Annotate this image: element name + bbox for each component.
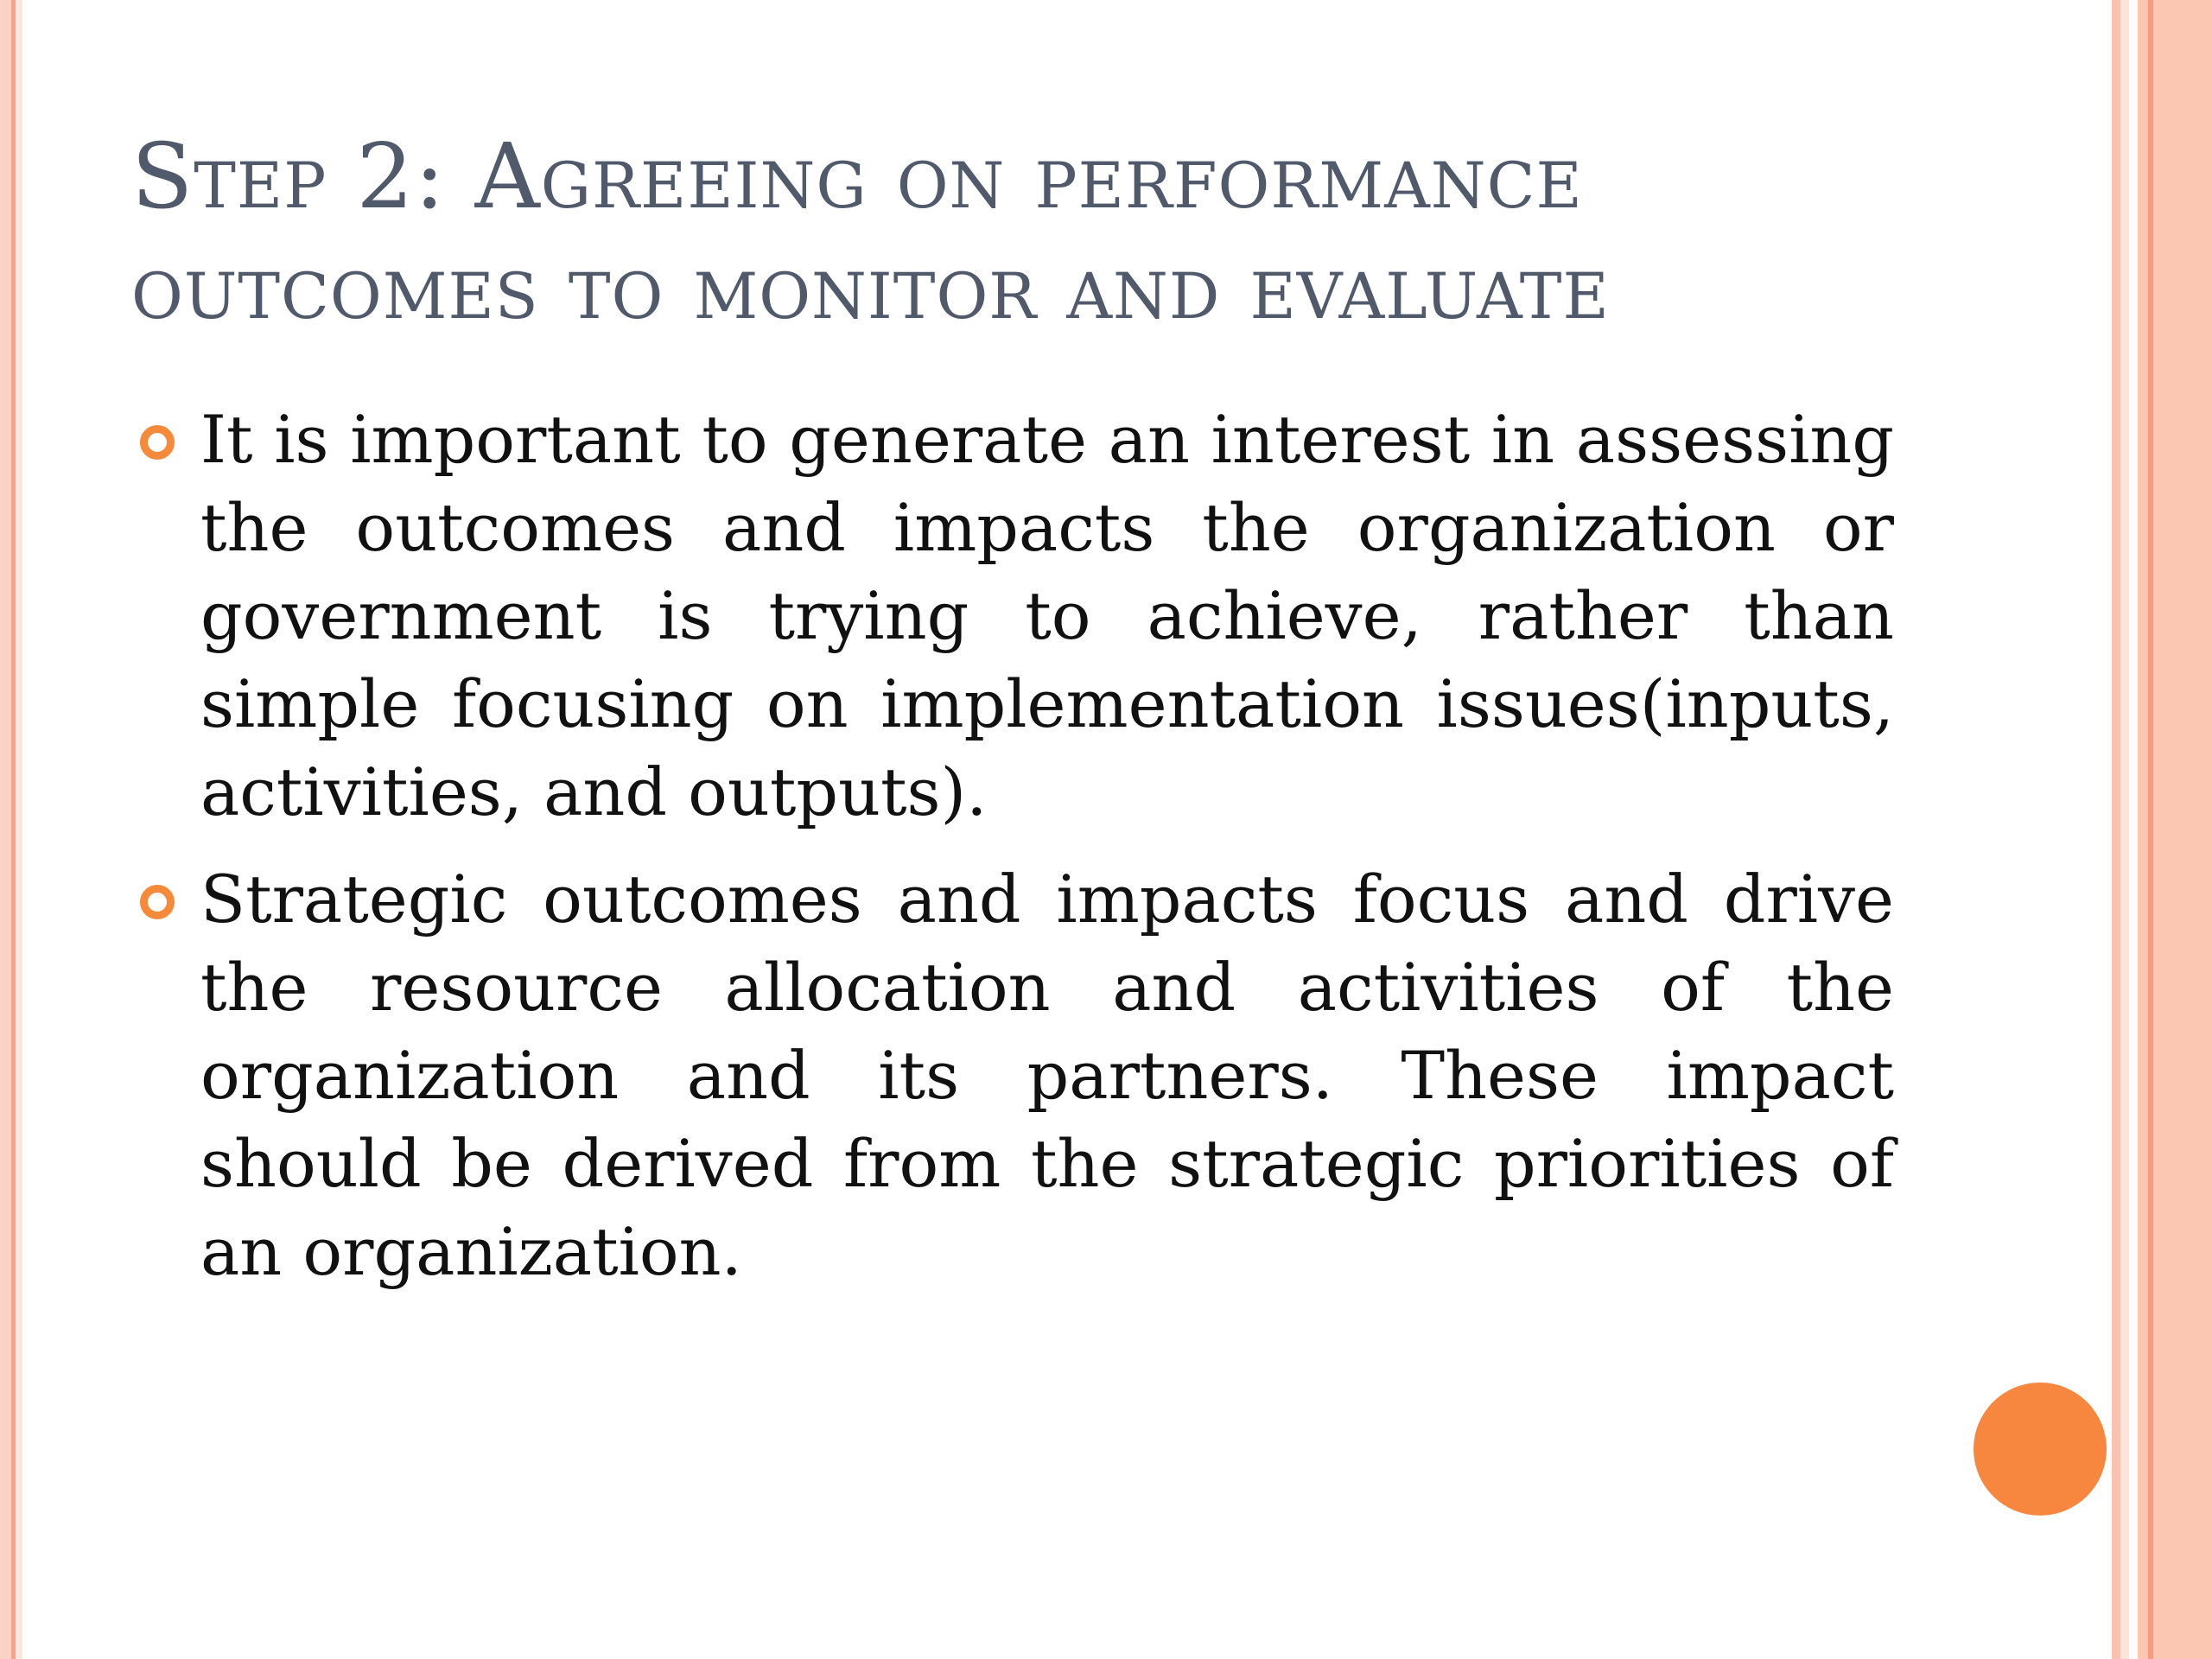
orange-accent-circle xyxy=(1974,1382,2107,1516)
bullet-list xyxy=(131,396,1894,1315)
circle-bullet-icon xyxy=(140,425,175,460)
left-frame-band xyxy=(0,0,11,1659)
bullet-text: It is important to generate an interest in assessing the outcomes and impacts the organization or government is trying to achieve, rather than simple focusing on implementation issues(inputs, activities, and outputs). xyxy=(200,401,1894,830)
left-frame-inner-band xyxy=(16,0,22,1659)
bullet-item xyxy=(131,855,1894,1296)
circle-bullet-icon xyxy=(140,885,175,919)
right-frame-gap xyxy=(2129,0,2138,1659)
slide-title: Step 2: Agreeing on performance outcomes to monitor and evaluate xyxy=(131,124,1610,340)
right-frame-band-3 xyxy=(2138,0,2148,1659)
bullet-item xyxy=(131,396,1894,836)
bullet-text: Strategic outcomes and impacts focus and drive the resource allocation and activities of the organization and its partners. These impact should be derived from the strategic priorities of an organization. xyxy=(200,861,1894,1290)
right-frame-band-2 xyxy=(2120,0,2129,1659)
right-frame-outer-band xyxy=(2153,0,2212,1659)
right-frame-band-1 xyxy=(2112,0,2120,1659)
